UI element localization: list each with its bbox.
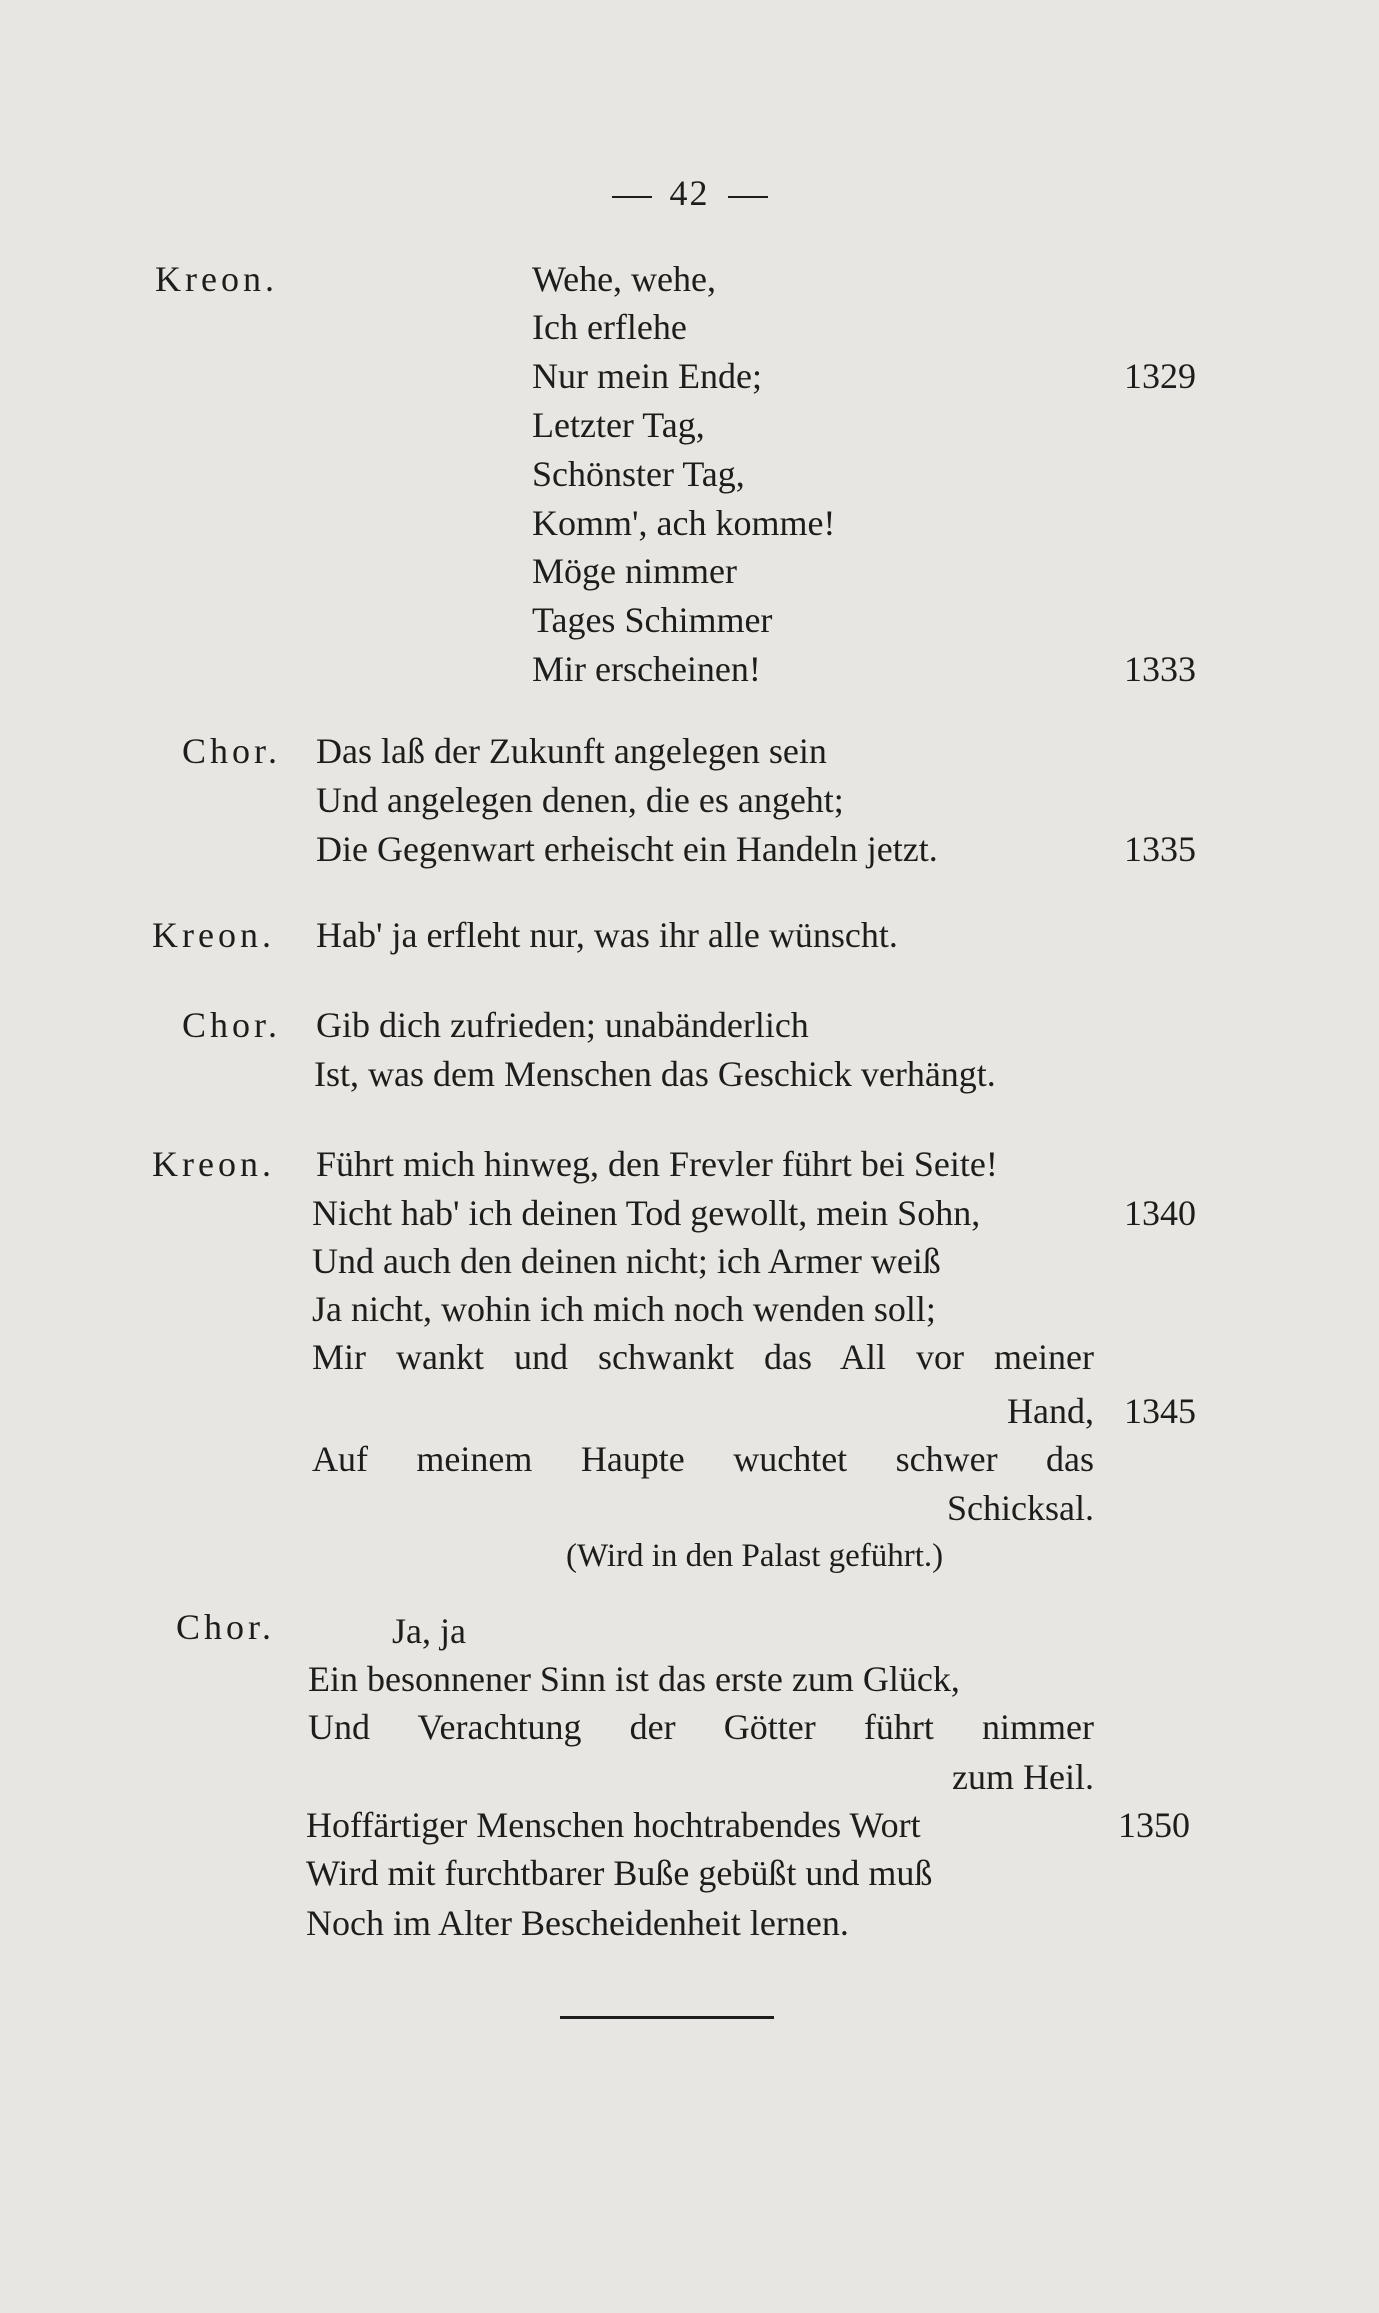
speaker-chor: Chor. (182, 731, 282, 771)
verse-line-continuation: Schicksal. (947, 1488, 1094, 1528)
verse-line: Komm', ach komme! (532, 503, 836, 543)
verse-line: Noch im Alter Bescheidenheit lernen. (306, 1903, 849, 1943)
verse-line: Hoffärtiger Menschen hochtrabendes Wort (306, 1805, 921, 1845)
verse-line: Ist, was dem Menschen das Geschick verhängt. (314, 1054, 996, 1094)
verse-line: Ein besonnener Sinn ist das erste zum Glück, (308, 1659, 960, 1699)
speaker-chor: Chor. (176, 1607, 276, 1647)
line-number: 1329 (1124, 356, 1196, 396)
verse-line: Nur mein Ende; (532, 356, 762, 396)
verse-line: Wehe, wehe, (532, 259, 717, 299)
verse-line: Führt mich hinweg, den Frevler führt bei Seite! (316, 1144, 998, 1184)
verse-line: Schönster Tag, (532, 454, 745, 494)
verse-line: Die Gegenwart erheischt ein Handeln jetzt. (316, 829, 938, 869)
verse-line: Hab' ja erfleht nur, was ihr alle wünscht. (316, 915, 898, 955)
page-number: 42 (0, 172, 1379, 214)
line-number: 1345 (1124, 1391, 1196, 1431)
dash-left (612, 196, 652, 198)
verse-line: Und auch den deinen nicht; ich Armer weiß (312, 1241, 941, 1281)
verse-line: Mir erscheinen! (532, 649, 761, 689)
verse-line: Möge nimmer (532, 551, 737, 591)
verse-line: Tages Schimmer (532, 600, 773, 640)
verse-line: Wird mit furchtbarer Buße gebüßt und muß (306, 1853, 933, 1893)
dash-right (728, 196, 768, 198)
verse-line-continuation: zum Heil. (952, 1757, 1094, 1797)
stage-direction: (Wird in den Palast geführt.) (566, 1538, 944, 1574)
verse-line: Das laß der Zukunft angelegen sein (316, 731, 827, 771)
speaker-kreon: Kreon. (152, 1144, 275, 1184)
speaker-kreon: Kreon. (155, 259, 278, 299)
line-number: 1333 (1124, 649, 1196, 689)
verse-line: Letzter Tag, (532, 405, 705, 445)
verse-line: Nicht hab' ich deinen Tod gewollt, mein Sohn, (312, 1193, 981, 1233)
speaker-chor: Chor. (182, 1005, 282, 1045)
line-number: 1350 (1118, 1805, 1190, 1845)
verse-line: Ja, ja (392, 1611, 466, 1651)
verse-line: Und angelegen denen, die es angeht; (316, 780, 844, 820)
verse-line: Ja nicht, wohin ich mich noch wenden soll; (312, 1289, 936, 1329)
line-number: 1340 (1124, 1193, 1196, 1233)
verse-line: Und Verachtung der Götter führt nimmer (308, 1707, 1094, 1747)
verse-line-continuation: Hand, (1007, 1391, 1094, 1431)
end-rule (560, 2016, 774, 2019)
verse-line: Auf meinem Haupte wuchtet schwer das (312, 1439, 1094, 1479)
verse-line: Ich erflehe (532, 307, 687, 347)
speaker-kreon: Kreon. (152, 915, 275, 955)
verse-line: Gib dich zufrieden; unabänderlich (316, 1005, 809, 1045)
line-number: 1335 (1124, 829, 1196, 869)
verse-line: Mir wankt und schwankt das All vor meiner (312, 1337, 1094, 1377)
